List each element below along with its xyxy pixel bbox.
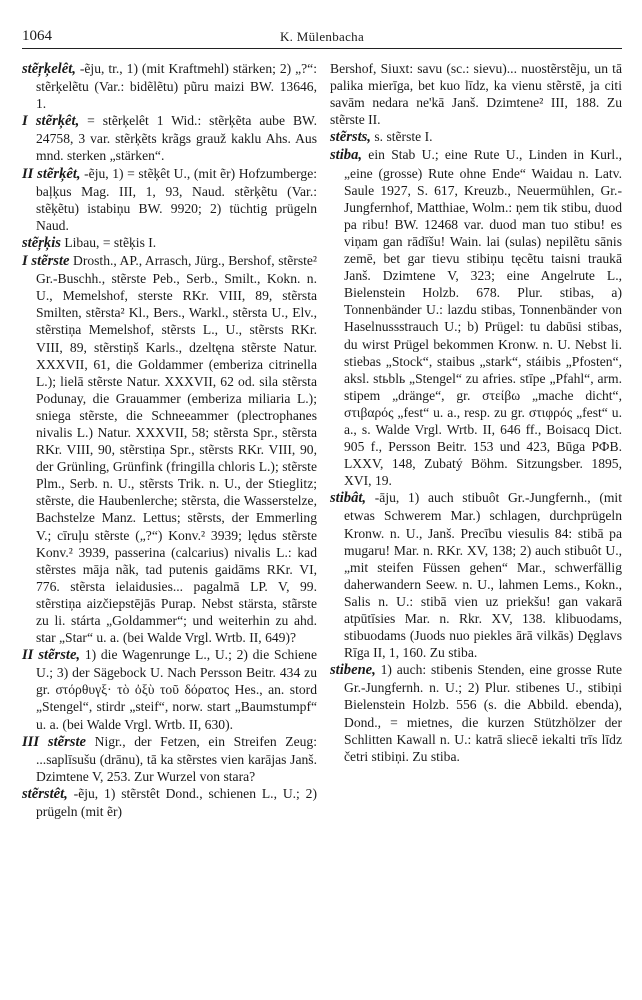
entry-text: 1) die Wagenrunge L., U.; 2) die Schiene U.; 3) der Sägebock U. Nach Persson Beitr. 434 zu gr. στόρθυγξ· τὸ ὀξὺ τοῦ δόρατος Hes., an. stord „Stengel“, stirdr „steif“, norw. start „Baumstumpf“ u. a. (bei Walde Vrgl. Wrtb. II, 630). (36, 647, 317, 732)
entry-sterstet-continued (330, 60, 622, 128)
entry-text: s. stẽrste I. (370, 129, 433, 145)
headword: I stẽrķêt, (22, 113, 80, 130)
headword: stẽrstêt, (22, 785, 68, 802)
entry-sterkelet (22, 60, 317, 112)
entry-text: -āju, 1) auch stibuôt Gr.-Jungfernh., (mit etwas Schwerem Mar.) schlagen, durchprügeln Kronw. n. U., Janš. Precību viesulis 84: stibā pa mugaru! Mar. n. RKr. XV, 138; 2) auch stibuôt U., „mit steifen Füssen gehen“ Mar., schwerfällig daherwandern Seew. n. U., lahmen Lems., Kokn., Salis n. U.: stibā vien uz priekšu! gan vakarā atpūtīsies Mar. n. Rkr. XV, 138. klibuodams, stibuodams (Juods nuo piekles ārā vilkās) Dęglavs Rīga II, 1, 160. Zu stiba. (344, 490, 622, 661)
entry-text: -ẽju, 1) stẽrstêt Dond., schienen L., U.; 2) prügeln (mit ẽr) (36, 785, 317, 820)
headword: II stẽrste, (22, 647, 81, 664)
entry-stersts (330, 128, 622, 146)
page-number: 1064 (22, 28, 52, 44)
entry-stiba (330, 146, 622, 489)
running-title: K. Mülenbacha (279, 29, 365, 44)
entry-text: = stẽrķelêt 1 Wid.: stẽrķẽta aube BW. 24758, 3 var. stẽrķẽts krãgs grauž kaklu Ahs. Aus mnd. sterken „stärken“. (36, 113, 317, 164)
entry-text: -ẽju, 1) = stẽķêt U., (mit ẽr) Hofzumberge: baļķus Mag. III, 1, 93, Naud. stẽrķẽtu (Var.: stẽķẽtu) istabiņu BW. 9920; 2) tüchtig prügeln Naud. (36, 165, 318, 233)
headword: stiba, (330, 147, 363, 164)
entry-text: -ẽju, tr., 1) (mit Kraftmehl) stärken; 2) „?“: stẽrķelẽtu (Var.: bidẽlẽtu) pũru maizi BW. 13646, 1. (36, 61, 317, 112)
entry-stibat (330, 489, 622, 661)
page-header (22, 26, 622, 49)
entry-stibene (330, 661, 622, 765)
entry-text: Nigr., der Fetzen, ein Streifen Zeug: ...saplīsušu (drānu), tā ka stẽrstes vien karājas Janš. Dzimtene V, 253. Zur Wurzel von stara? (36, 733, 317, 784)
entry-text: Bershof, Siuxt: savu (sc.: sievu)... nuostẽrstẽju, un tā palika mierīga, bet kuo līdz, ka vienu stẽrstē, ja citi savām nedara ne'kā Janš. Dzimtene² III, 188. Zu stẽrste II. (330, 61, 622, 128)
headword: stẽrsts, (330, 129, 371, 146)
entry-sterste-3 (22, 733, 317, 785)
headword: I stẽrste (22, 253, 70, 270)
headword: III stẽrste (22, 733, 87, 750)
headword: stẽŗķelêt, (22, 61, 76, 77)
entry-sterkis (22, 234, 317, 252)
entry-sterket-2 (22, 165, 317, 234)
entry-sterstet (22, 785, 317, 820)
entry-sterste-2 (22, 646, 317, 732)
headword: stibene, (330, 662, 376, 679)
entry-text: Drosth., AP., Arrasch, Jürg., Bershof, stẽrste² Gr.-Buschh., stẽrste Peb., Serb., Smilt., Kokn. n. U., Memelshof, sterste RKr. VIII, 89, stẽrsta Smilten, stẽrsta² Kl., Bers., Warkl., stẽrsta U., Elv., stẽrstiņa Memelshof, stẽrsts L., U., stẽrsts RKr. VIII, 89, stẽrstiņš Karls., dzeltęna stẽrste Natur. XXXVII, 61, die Goldammer (emberiza citrinella L.); lielā stẽrste Natur. XXXVII, 62 od. sila stẽrsta Podunay, die Grauammer (emberiza miliaria L.); sniega stẽrste, die Schneeammer (plectrophanes nivalis L.) Natur. XXXVII, 58; stẽrsta Spr., stẽrsta RKr. VIII, 90, stẽrstiņa Spr., stẽrsts RKr. VIII, 90, der Grünling, Grünfink (fringilla chloris L.); stẽrste Plm., Serb. n. U., stẽrsts Trik. n. U., der Stieglitz; stẽrste, die Haubenlerche; stẽrsta, die Wasserstelze, Bachstelze Manz. Lettus; stẽrsts, der Emmerling V.; cīruļu stẽrste („?“) Konv.² 3939; lędus stẽrste Konv.² 3939, passerina (calcarius) nivalis L.: kad stẽrstes māja nãk, tad putenis gaidāms RKr. VI, 776. stẽrsta ielaidusies... pagalmā LP. V, 99. stẽrstiņa aizčiepstējās Purap. Nebst stärsta, stãrste zu li. stárta „Goldammer“; und weiterhin zu ahd. star „Star“ u. a. (bei Walde Vrgl. Wrtb. II, 649)? (36, 253, 317, 646)
right-column (330, 60, 622, 765)
headword: stibât, (330, 490, 367, 507)
headword: stẽŗķis (22, 234, 61, 251)
headword: II stẽrķêt, (22, 165, 81, 182)
entry-sterste-1 (22, 252, 317, 646)
entry-text: 1) auch: stibenis Stenden, eine grosse Rute Gr.-Jungfernh. n. U.; 2) Plur. stibenes U., stibiņi Bielenstein Holzb. 556 (s. die Abbild. ebenda), Dond., = mietnes, die kurzen Stützhölzer der Schlitten Kawall n. U.: katrā sliecē iekalti trīs līdz četri stibiņi. Zu stiba. (344, 662, 622, 764)
entry-text: Libau, = stẽķis I. (60, 234, 157, 250)
entry-sterket-1 (22, 112, 317, 164)
left-column (22, 60, 317, 820)
entry-text: ein Stab U.; eine Rute U., Linden in Kurl., „eine (grosse) Rute ohne Ende“ Waidau n. Latv. Saule 1927, S. 617, Kreuzb., Neuermühlen, Gr.-Jungfernhof, Matthiae, Wolm.: ņem tik stibu, duod pa ribu! BW. 12468 var. duod man tuo stibu! es viņam gan rādīšu! Wain. lai (sulas) nepilẽtu sānis zemē, bet gar tievu stibiņu tęcẽtu taisni traukā Janš. Dzimtene V, 323; eine Angelrute L., Bielenstein Holzb. 678. Plur. stibas, a) Tonnenbänder U.: lazdu stibas, Tonnenbänder von Haselnussstrauch U.; b) Prügel: tu dabūsi stibas, du wirst Prügel bekommen Kronw. n. U. Nebst li. stiebas „Stock“, staibus „stark“, stáibis „Pfosten“, aksl. stьblь „Stengel“ zu afries. stīpe „Pfahl“, arm. stipem „dränge“, gr. στείβω „mache dicht“, στιβαρός „fest“ u. a., resp. zu gr. στιφρός „fest“ u. a., s. Walde Vrgl. Wrtb. II, 646 ff., Boisacq Dict. 905 f., Persson Beitr. 153 und 423, Būga РФВ. LXXV, 148, Zubatý Böhm. Sitzungsber. 1895, XVI, 19. (344, 147, 622, 489)
